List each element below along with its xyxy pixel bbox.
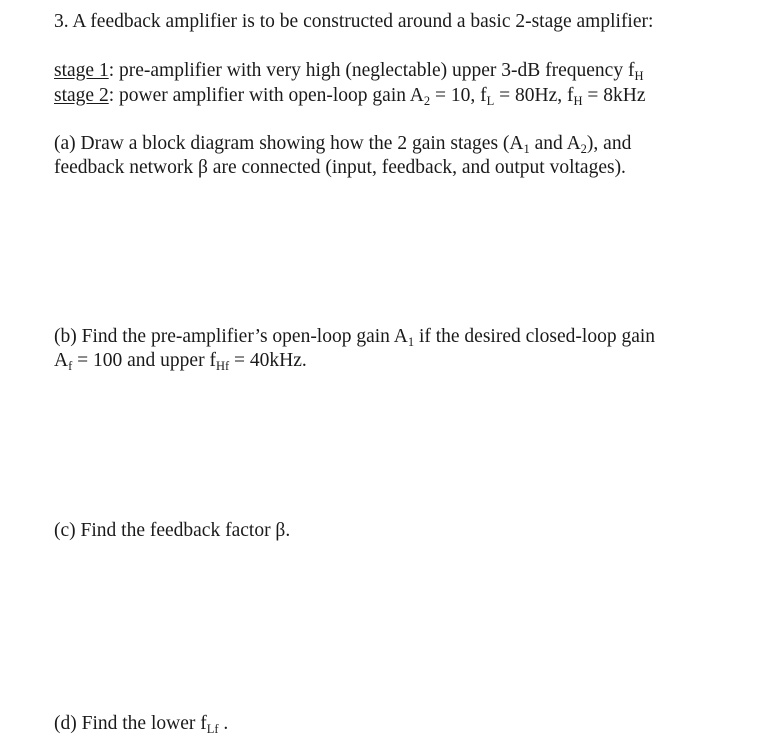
part-b-sub-2: f bbox=[68, 359, 73, 373]
part-a-text-2: and A bbox=[529, 133, 581, 154]
part-b-sub-3: Hf bbox=[215, 359, 230, 373]
stage-2-text-4: = 8kHz bbox=[582, 85, 646, 106]
stage-2-label: stage 2 bbox=[54, 85, 109, 106]
part-d-sub-1: Lf bbox=[206, 722, 219, 736]
part-d-line bbox=[54, 712, 228, 736]
part-b-line-1 bbox=[54, 325, 655, 349]
part-d-text-1: (d) Find the lower f bbox=[54, 713, 207, 734]
part-b-text-2: if the desired closed-loop gain bbox=[414, 326, 656, 347]
stage-2-sub-1: 2 bbox=[423, 94, 431, 108]
part-c-text: (c) Find the feedback factor β. bbox=[54, 520, 291, 541]
stage-1-line bbox=[54, 59, 643, 83]
part-d-text-2: . bbox=[218, 713, 229, 734]
part-a-sub-2: 2 bbox=[580, 142, 587, 156]
part-a-text-3: ), and bbox=[586, 133, 632, 154]
intro-text: 3. A feedback amplifier is to be constructed around a basic 2-stage amplifier: bbox=[54, 11, 654, 32]
part-a-sub-1: 1 bbox=[523, 142, 530, 156]
part-a-line-2 bbox=[54, 156, 626, 180]
stage-2-text-1: : power amplifier with open-loop gain A bbox=[108, 85, 424, 106]
part-b-sub-1: 1 bbox=[407, 335, 415, 349]
stage-2-line bbox=[54, 84, 646, 108]
part-b-line-2 bbox=[54, 349, 307, 373]
stage-1-sub: H bbox=[634, 69, 644, 83]
part-b-text-4: = 100 and upper f bbox=[72, 350, 216, 371]
part-b-text-1: (b) Find the pre-amplifier’s open-loop gain A bbox=[54, 326, 408, 347]
part-b-text-5: = 40kHz. bbox=[229, 350, 307, 371]
stage-2-text-2: = 10, f bbox=[430, 85, 487, 106]
stage-1-label: stage 1 bbox=[54, 60, 109, 81]
part-a-line-1 bbox=[54, 132, 631, 156]
part-c-line bbox=[54, 519, 290, 543]
stage-1-text: : pre-amplifier with very high (neglectable) upper 3-dB frequency f bbox=[108, 60, 635, 81]
stage-2-text-3: = 80Hz, f bbox=[494, 85, 574, 106]
stage-2-sub-3: H bbox=[573, 94, 583, 108]
part-b-text-3: A bbox=[54, 350, 69, 371]
problem-intro bbox=[54, 10, 653, 34]
part-a-text-1: (a) Draw a block diagram showing how the 2 gain stages (A bbox=[54, 133, 524, 154]
part-a-text-4: feedback network β are connected (input, feedback, and output voltages). bbox=[54, 157, 626, 178]
stage-2-sub-2: L bbox=[486, 94, 495, 108]
